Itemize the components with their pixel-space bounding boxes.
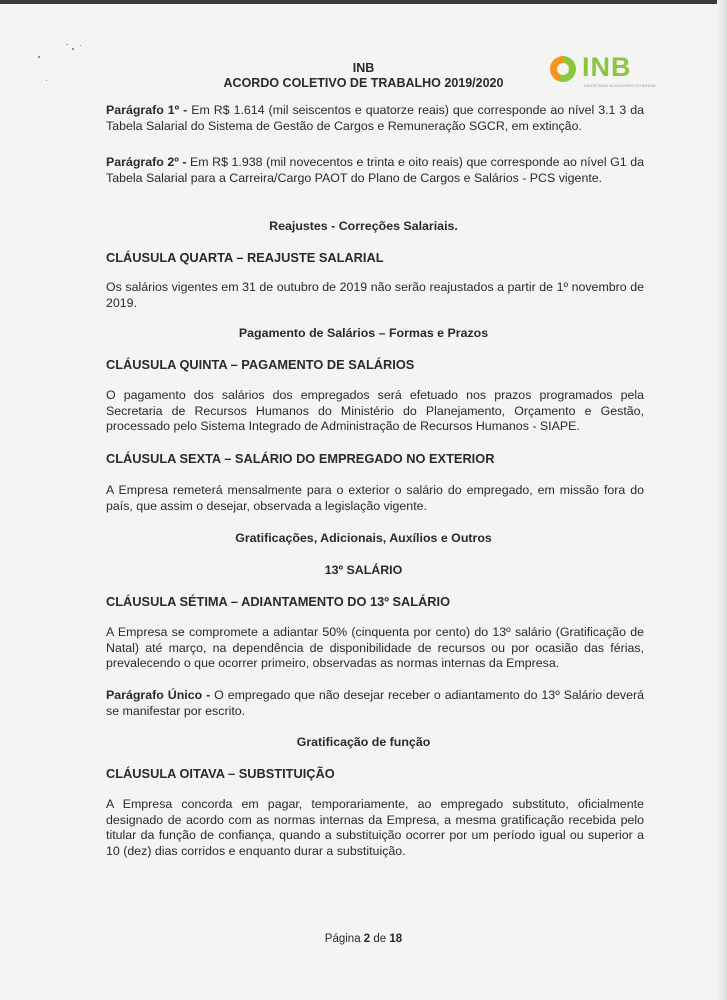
clause-7-title: CLÁUSULA SÉTIMA – ADIANTAMENTO DO 13º SALÁRIO [106, 594, 451, 609]
footer-page-number: 2 [363, 933, 371, 945]
section-pagamento: Pagamento de Salários – Formas e Prazos [238, 326, 489, 340]
clause-8-text: A Empresa concorda em pagar, temporariamente, ao empregado substituto, oficialmente designado de acordo com as normas internas da Empresa, a mesma gratificação recebida pelo titular da função de confiança, quando a substituição ocorrer por um período igual ou superior a 10 (dez) dias corridos e enquanto durar a substituição. [106, 797, 644, 858]
paragraph-1-label: Parágrafo 1º - [106, 103, 188, 117]
clause-8-title: CLÁUSULA OITAVA – SUBSTITUIÇÃO [106, 766, 335, 781]
footer-page-total: 18 [389, 933, 403, 945]
section-reajustes: Reajustes - Correções Salariais. [269, 219, 458, 233]
paragraph-unico-label: Parágrafo Único - [106, 688, 211, 702]
inb-logo [548, 52, 658, 92]
paragraph-1-text: Em R$ 1.614 (mil seiscentos e quatorze reais) que corresponde ao nível 3.1 3 da Tabela Salarial do Sistema de Gestão de Cargos e Remuneração SGCR, em extinção. [106, 103, 644, 133]
clause-5-text: O pagamento dos salários dos empregados será efetuado nos prazos programados pela Secretaria de Recursos Humanos do Ministério do Planejamento, Orçamento e Gestão, processado pelo Sistema Integrado de Administração de Recursos Humanos - SIAPE. [106, 388, 644, 433]
footer-sep: de [373, 933, 387, 945]
clause-6-text: A Empresa remeterá mensalmente para o exterior o salário do empregado, em missão fora do país, que assim o desejar, observada a legislação vigente. [106, 483, 644, 513]
scan-speck [72, 48, 74, 50]
paragraph-2-text: Em R$ 1.938 (mil novecentos e trinta e oito reais) que corresponde ao nível G1 da Tabela Salarial para a Carreira/Cargo PAOT do Plano de Cargos e Salários - PCS vigente. [106, 155, 644, 185]
section-gratificacao-funcao: Gratificação de função [296, 735, 431, 749]
paragraph-unico [106, 688, 644, 719]
paragraph-unico-text: O empregado que não desejar receber o adiantamento do 13º Salário deverá se manifestar por escrito. [106, 688, 644, 718]
page-footer [0, 933, 727, 945]
section-13-salario: 13º SALÁRIO [324, 563, 403, 577]
clause-5-title: CLÁUSULA QUINTA – PAGAMENTO DE SALÁRIOS [106, 357, 415, 372]
clause-7-text: A Empresa se compromete a adiantar 50% (cinquenta por cento) do 13º salário (Gratificação de Natal) até março, na dependência de disponibilidade de recursos ou por ocasião das férias, prevalecendo o que ocorrer primeiro, observadas as normas internas da Empresa. [106, 625, 644, 670]
scan-edge-top [0, 0, 727, 4]
scan-speck [80, 45, 81, 46]
document-title: ACORDO COLETIVO DE TRABALHO 2019/2020 [223, 76, 504, 90]
paragraph-1 [106, 103, 644, 134]
paragraph-2 [106, 155, 644, 186]
section-gratificacoes: Gratificações, Adicionais, Auxílios e Outros [235, 531, 492, 545]
logo-text: INB [582, 52, 632, 82]
logo-tagline: INDÚSTRIAS NUCLEARES DO BRASIL [584, 83, 657, 88]
scan-speck [66, 44, 68, 45]
scan-edge-right [717, 0, 727, 1000]
clause-4-text: Os salários vigentes em 31 de outubro de 2019 não serão reajustados a partir de 1º novembro de 2019. [106, 280, 644, 310]
paragraph-2-label: Parágrafo 2º - [106, 155, 187, 169]
footer-prefix: Página [324, 933, 361, 945]
clause-6-title: CLÁUSULA SEXTA – SALÁRIO DO EMPREGADO NO EXTERIOR [106, 451, 495, 466]
document-company: INB [352, 61, 375, 75]
scan-speck [38, 56, 40, 58]
clause-4-title: CLÁUSULA QUARTA – REAJUSTE SALARIAL [106, 250, 384, 265]
logo-ring-icon [550, 56, 576, 82]
